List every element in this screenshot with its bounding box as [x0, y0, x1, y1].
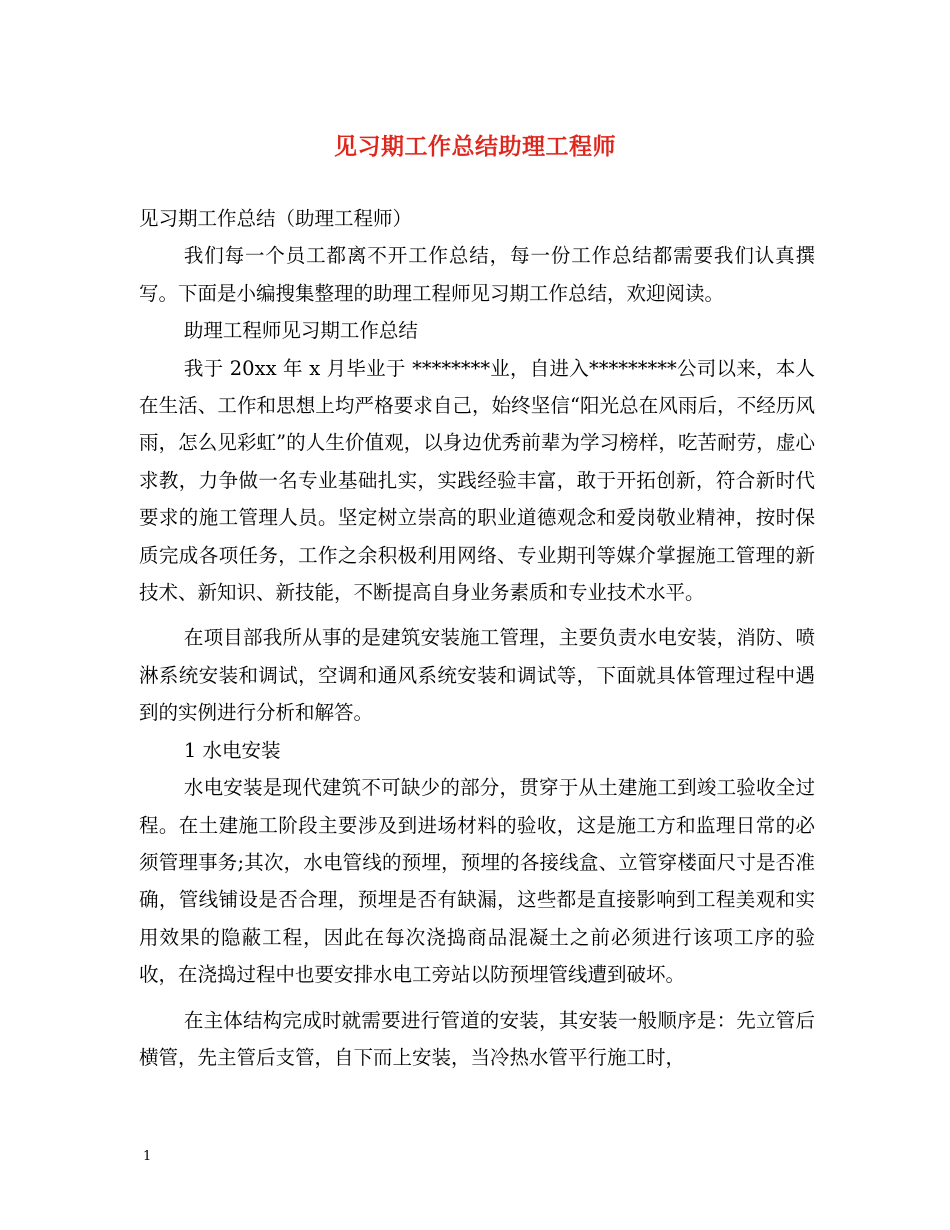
subtitle-paragraph: 见习期工作总结（助理工程师） — [139, 207, 413, 230]
body-paragraph: 在项目部我所从事的是建筑安装施工管理，主要负责水电安装，消防、喷淋系统安装和调试，空调和通风系统安装和调试等，下面就具体管理过程中遇到的实例进行分析和解答。 — [139, 626, 815, 725]
document-body — [139, 200, 815, 1076]
section-heading: 助理工程师见习期工作总结 — [183, 319, 418, 343]
intro-paragraph: 我们每一个员工都离不开工作总结，每一份工作总结都需要我们认真撰写。下面是小编搜集整理的助理工程师见习期工作总结，欢迎阅读。 — [139, 244, 815, 305]
body-paragraph: 水电安装是现代建筑不可缺少的部分，贯穿于从土建施工到竣工验收全过程。在土建施工阶段主要涉及到进场材料的验收，这是施工方和监理日常的必须管理事务;其次，水电管线的预埋，预埋的各接线盒、立管穿楼面尺寸是否准确，管线铺设是否合理，预埋是否有缺漏，这些都是直接影响到工程美观和实用效果的隐蔽工程，因此在每次浇捣商品混凝土之前必须进行该项工序的验收，在浇捣过程中也要安排水电工旁站以防预埋管线遭到破坏。 — [139, 776, 815, 987]
document-title: 见习期工作总结助理工程师 — [334, 133, 616, 160]
body-paragraph: 我于 20xx 年 x 月毕业于 ********业，自进入*********公司以来，本人在生活、工作和思想上均严格要求自己，始终坚信“阳光总在风雨后，不经历风雨，怎么见彩虹”的人生价值观，以身边优秀前辈为学习榜样，吃苦耐劳，虚心求教，力争做一名专业基础扎实，实践经验丰富，敢于开拓创新，符合新时代要求的施工管理人员。坚定树立崇高的职业道德观念和爱岗敬业精神，按时保质完成各项任务，工作之余积极利用网络、专业期刊等媒介掌握施工管理的新技术、新知识、新技能，不断提高自身业务素质和专业技术水平。 — [139, 356, 815, 605]
page-number: 1 — [143, 1149, 152, 1164]
section-heading: 1 水电安装 — [183, 738, 281, 762]
body-paragraph: 在主体结构完成时就需要进行管道的安装，其安装一般顺序是：先立管后横管，先主管后支管，自下而上安装，当冷热水管平行施工时， — [139, 1008, 815, 1069]
